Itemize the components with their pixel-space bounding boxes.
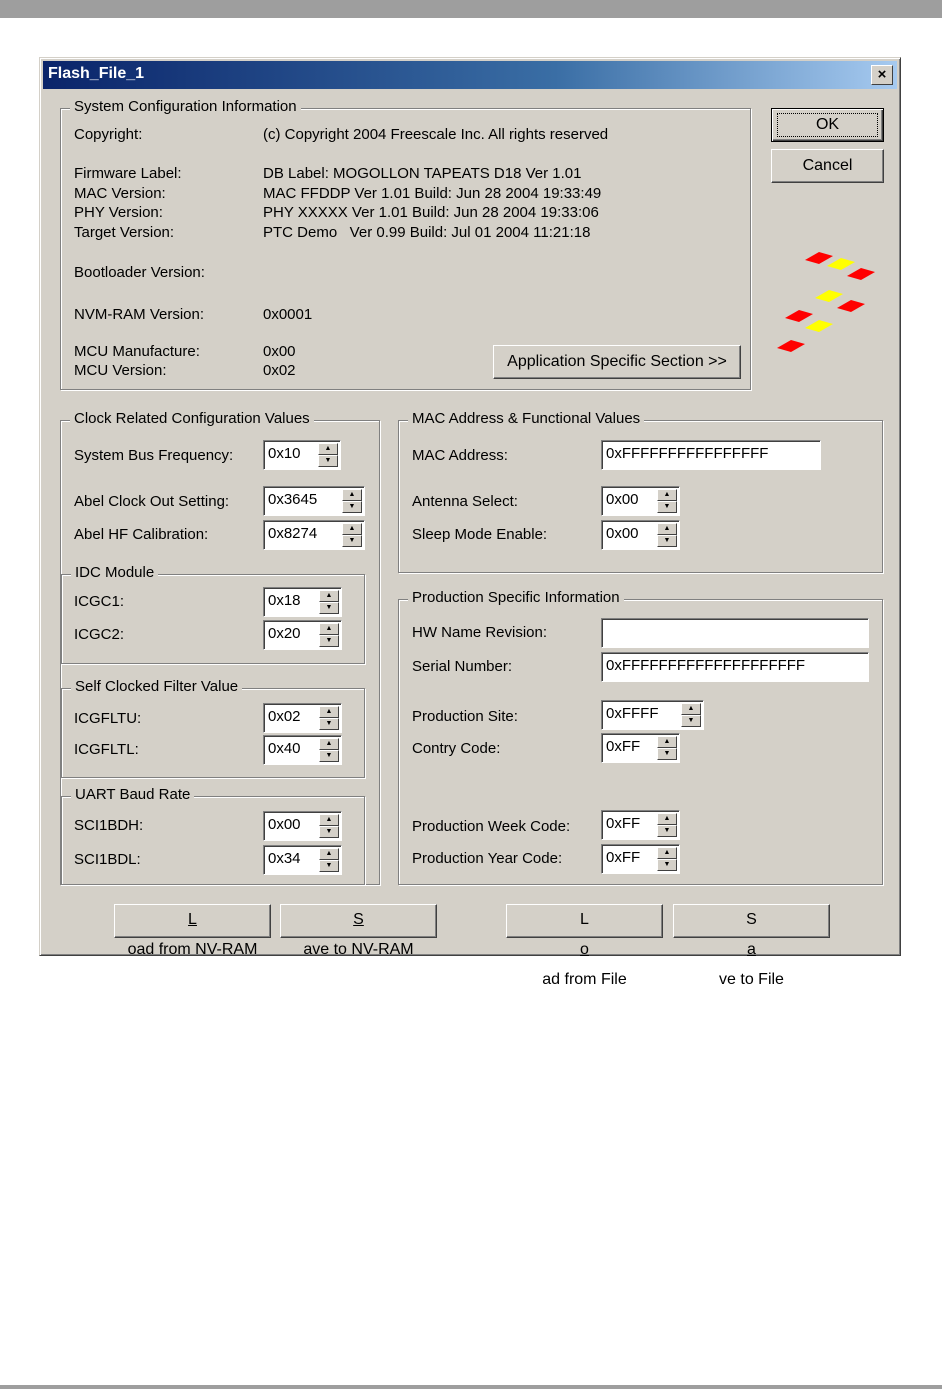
mac-title: MAC Address & Functional Values	[408, 410, 644, 427]
close-button[interactable]	[871, 65, 893, 85]
app-specific-button[interactable]	[493, 345, 741, 379]
antenna-label: Antenna Select:	[412, 493, 518, 510]
week-value: 0xFF	[606, 815, 641, 832]
sleep-value: 0x00	[606, 525, 639, 542]
week-spin-arrows-icon[interactable]: ▲ ▼	[657, 813, 677, 837]
serial-label: Serial Number:	[412, 658, 513, 675]
mac-address-value: 0xFFFFFFFFFFFFFFFF	[606, 445, 769, 462]
icgc1-spin-arrows-icon[interactable]: ▲ ▼	[319, 590, 339, 614]
abel-clock-spin-arrows-icon[interactable]: ▲ ▼	[342, 489, 362, 513]
antenna-spin-arrows-icon[interactable]: ▲ ▼	[657, 489, 677, 513]
filter-group	[61, 678, 365, 778]
icgc2-label: ICGC2:	[74, 626, 125, 643]
country-spinner[interactable]	[601, 733, 680, 763]
year-spinner[interactable]	[601, 844, 680, 874]
sci1bdl-label: SCI1BDL:	[74, 851, 141, 868]
antenna-spinner[interactable]	[601, 486, 680, 516]
idc-module-title: IDC Module	[71, 564, 158, 581]
clock-config-group	[60, 410, 380, 885]
phy-version-label: PHY Version:	[74, 204, 163, 221]
abel-clock-value: 0x3645	[268, 491, 318, 508]
mac-version-value: MAC FFDDP Ver 1.01 Build: Jun 28 2004 19:33:49	[263, 185, 602, 202]
sleep-spin-arrows-icon[interactable]: ▲ ▼	[657, 523, 677, 547]
icgc2-spin-arrows-icon[interactable]: ▲ ▼	[319, 623, 339, 647]
icgfltl-value: 0x40	[268, 740, 301, 757]
save-file-label: S a ve to File	[719, 911, 784, 988]
icgfltu-spin-arrows-icon[interactable]: ▲ ▼	[319, 706, 339, 730]
sci1bdh-spin-arrows-icon[interactable]: ▲ ▼	[319, 814, 339, 838]
bus-freq-label: System Bus Frequency:	[74, 447, 234, 464]
mac-address-input[interactable]	[601, 440, 821, 470]
country-label: Contry Code:	[412, 740, 501, 757]
icgfltu-spinner[interactable]	[263, 703, 342, 733]
year-spin-arrows-icon[interactable]: ▲ ▼	[657, 847, 677, 871]
target-version-label: Target Version:	[74, 224, 175, 241]
bootloader-label: Bootloader Version:	[74, 264, 205, 281]
save-nvram-button[interactable]	[280, 904, 437, 958]
mcu-manufacture-value: 0x00	[263, 343, 296, 360]
mcu-version-value: 0x02	[263, 362, 296, 379]
hw-name-input[interactable]	[601, 618, 869, 648]
logo-diamond-2	[827, 258, 855, 270]
mac-group	[398, 410, 883, 573]
icgc1-label: ICGC1:	[74, 593, 125, 610]
icgc1-value: 0x18	[268, 592, 301, 609]
filter-title: Self Clocked Filter Value	[71, 678, 242, 695]
sci1bdl-spin-arrows-icon[interactable]: ▲ ▼	[319, 848, 339, 872]
abel-hf-label: Abel HF Calibration:	[74, 526, 209, 543]
abel-hf-value: 0x8274	[268, 525, 318, 542]
production-title: Production Specific Information	[408, 589, 624, 606]
nvm-label: NVM-RAM Version:	[74, 306, 205, 323]
idc-module-group	[61, 564, 365, 664]
sci1bdh-label: SCI1BDH:	[74, 817, 144, 834]
country-value: 0xFF	[606, 738, 641, 755]
production-group	[398, 589, 883, 885]
icgc2-value: 0x20	[268, 625, 301, 642]
freescale-logo-icon	[775, 248, 885, 358]
load-file-label: L o ad from File	[542, 911, 627, 988]
year-value: 0xFF	[606, 849, 641, 866]
phy-version-value: PHY XXXXX Ver 1.01 Build: Jun 28 2004 19:33:06	[263, 204, 599, 221]
close-icon: ×	[877, 66, 887, 83]
ok-button[interactable]	[771, 108, 884, 142]
copyright-label: Copyright:	[74, 126, 143, 143]
bus-freq-spin-arrows-icon[interactable]: ▲ ▼	[318, 443, 338, 467]
system-config-title: System Configuration Information	[70, 98, 301, 115]
serial-input[interactable]	[601, 652, 869, 682]
logo-diamond-6	[785, 310, 813, 322]
sci1bdh-spinner[interactable]	[263, 811, 342, 841]
icgfltu-value: 0x02	[268, 708, 301, 725]
page-top-bar	[0, 0, 942, 18]
bus-freq-spinner[interactable]	[263, 440, 341, 470]
icgc2-spinner[interactable]	[263, 620, 342, 650]
logo-diamond-7	[805, 320, 833, 332]
save-file-button[interactable]	[673, 904, 830, 988]
abel-hf-spinner[interactable]	[263, 520, 365, 550]
hw-name-label: HW Name Revision:	[412, 624, 548, 641]
mcu-version-label: MCU Version:	[74, 362, 167, 379]
sleep-spinner[interactable]	[601, 520, 680, 550]
cancel-label: Cancel	[802, 157, 853, 174]
save-nvram-label: S ave to NV-RAM	[303, 911, 414, 958]
firmware-value: DB Label: MOGOLLON TAPEATS D18 Ver 1.01	[263, 165, 582, 182]
title-bar[interactable]	[43, 61, 897, 89]
logo-diamond-3	[847, 268, 875, 280]
site-label: Production Site:	[412, 708, 518, 725]
load-nvram-label: L oad from NV-RAM	[127, 911, 258, 958]
site-value: 0xFFFF	[606, 705, 659, 722]
page-bottom-bar	[0, 1385, 942, 1389]
nvm-value: 0x0001	[263, 306, 313, 323]
dialog-window	[39, 57, 901, 988]
abel-clock-label: Abel Clock Out Setting:	[74, 493, 230, 510]
sleep-label: Sleep Mode Enable:	[412, 526, 548, 543]
week-spinner[interactable]	[601, 810, 680, 840]
ok-label: OK	[815, 116, 840, 133]
logo-diamond-4	[815, 290, 843, 302]
abel-hf-spin-arrows-icon[interactable]: ▲ ▼	[342, 523, 362, 547]
country-spin-arrows-icon[interactable]: ▲ ▼	[657, 736, 677, 760]
abel-clock-spinner[interactable]	[263, 486, 365, 516]
uart-title: UART Baud Rate	[71, 786, 194, 803]
mac-version-label: MAC Version:	[74, 185, 166, 202]
icgfltl-label: ICGFLTL:	[74, 741, 139, 758]
target-version-value: PTC Demo Ver 0.99 Build: Jul 01 2004 11:21:18	[263, 224, 591, 241]
mac-address-label: MAC Address:	[412, 447, 508, 464]
serial-value: 0xFFFFFFFFFFFFFFFFFFFF	[606, 657, 806, 674]
firmware-label: Firmware Label:	[74, 165, 182, 182]
cancel-button[interactable]	[771, 149, 884, 183]
icgfltl-spin-arrows-icon[interactable]: ▲ ▼	[319, 738, 339, 762]
sci1bdl-value: 0x34	[268, 850, 301, 867]
clock-config-title: Clock Related Configuration Values	[70, 410, 314, 427]
app-specific-label: Application Specific Section >>	[507, 353, 727, 370]
icgc1-spinner[interactable]	[263, 587, 342, 617]
window-title: Flash_File_1	[48, 65, 145, 82]
icgfltu-label: ICGFLTU:	[74, 710, 142, 727]
sci1bdl-spinner[interactable]	[263, 845, 342, 875]
system-config-group	[60, 98, 751, 390]
logo-diamond-5	[837, 300, 865, 312]
copyright-value: (c) Copyright 2004 Freescale Inc. All rights reserved	[263, 126, 609, 143]
antenna-value: 0x00	[606, 491, 639, 508]
logo-diamond-8	[777, 340, 805, 352]
uart-group	[61, 786, 365, 885]
sci1bdh-value: 0x00	[268, 816, 301, 833]
logo-diamond-1	[805, 252, 833, 264]
bus-freq-value: 0x10	[268, 445, 301, 462]
site-spin-arrows-icon[interactable]: ▲ ▼	[681, 703, 701, 727]
week-label: Production Week Code:	[412, 818, 571, 835]
site-spinner[interactable]	[601, 700, 704, 730]
load-nvram-button[interactable]	[114, 904, 271, 958]
load-file-button[interactable]	[506, 904, 663, 988]
year-label: Production Year Code:	[412, 850, 563, 867]
icgfltl-spinner[interactable]	[263, 735, 342, 765]
mcu-manufacture-label: MCU Manufacture:	[74, 343, 200, 360]
